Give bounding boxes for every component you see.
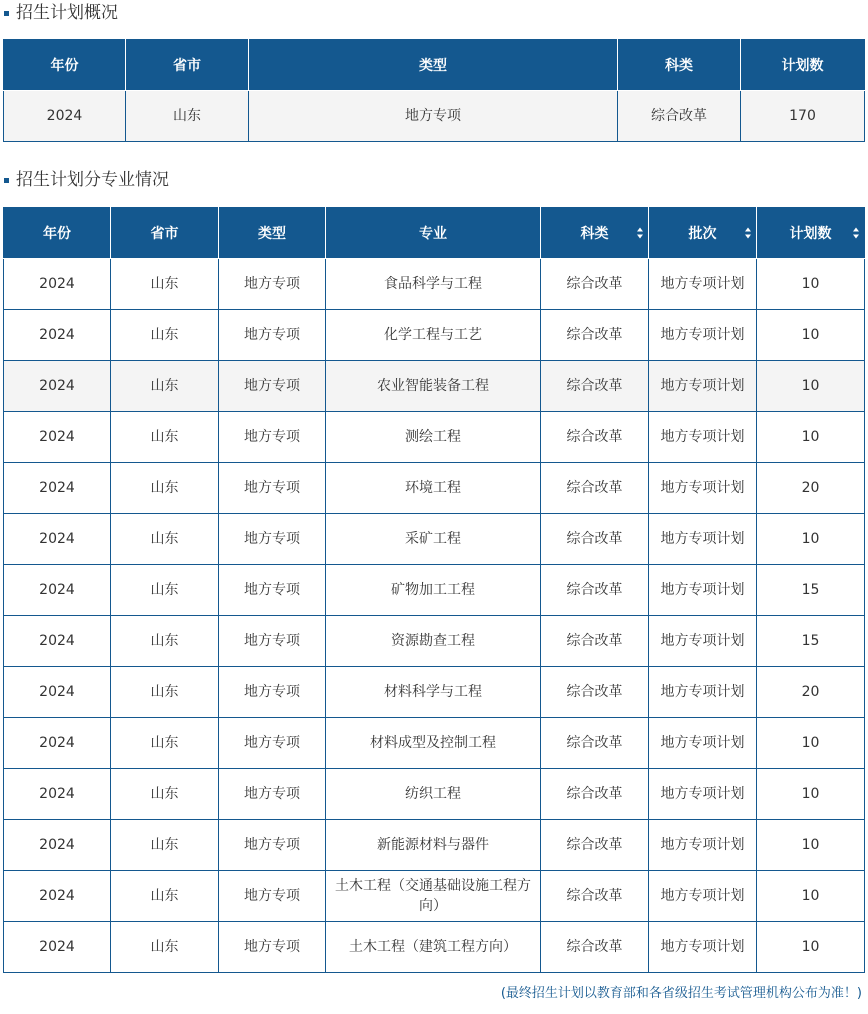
overview-header-row — [4, 40, 865, 91]
cell-type: 地方专项 — [219, 310, 326, 361]
cell-year: 2024 — [4, 820, 111, 871]
cell-province: 山东 — [111, 565, 219, 616]
cell-year: 2024 — [4, 871, 111, 922]
cell-province: 山东 — [111, 361, 219, 412]
cell-type: 地方专项 — [219, 463, 326, 514]
col-header-year: 年份 — [4, 208, 111, 259]
col-header-province: 省市 — [111, 208, 219, 259]
cell-province: 山东 — [111, 718, 219, 769]
cell-plan-count: 10 — [757, 412, 865, 463]
table-row — [4, 412, 865, 463]
overview-table — [3, 39, 865, 142]
cell-batch: 地方专项计划 — [649, 769, 757, 820]
cell-plan-count: 170 — [741, 91, 865, 142]
cell-province: 山东 — [111, 463, 219, 514]
cell-year: 2024 — [4, 91, 126, 142]
cell-plan-count: 15 — [757, 565, 865, 616]
col-header-major: 专业 — [326, 208, 541, 259]
cell-batch: 地方专项计划 — [649, 412, 757, 463]
cell-category: 综合改革 — [541, 565, 649, 616]
col-header-plan-count-sortable[interactable]: 计划数 — [757, 208, 865, 259]
cell-type: 地方专项 — [219, 616, 326, 667]
cell-plan-count: 10 — [757, 922, 865, 973]
cell-plan-count: 20 — [757, 463, 865, 514]
majors-table-body — [4, 259, 865, 973]
cell-category: 综合改革 — [618, 91, 741, 142]
cell-category: 综合改革 — [541, 361, 649, 412]
cell-province: 山东 — [111, 259, 219, 310]
cell-type: 地方专项 — [219, 361, 326, 412]
cell-plan-count: 10 — [757, 514, 865, 565]
cell-major: 土木工程（建筑工程方向） — [326, 922, 541, 973]
cell-year: 2024 — [4, 922, 111, 973]
sort-arrows-icon[interactable] — [745, 228, 751, 239]
cell-category: 综合改革 — [541, 922, 649, 973]
cell-province: 山东 — [126, 91, 249, 142]
cell-category: 综合改革 — [541, 514, 649, 565]
majors-title: 招生计划分专业情况 — [16, 170, 169, 190]
cell-category: 综合改革 — [541, 310, 649, 361]
cell-year: 2024 — [4, 667, 111, 718]
cell-plan-count: 20 — [757, 667, 865, 718]
table-row — [4, 718, 865, 769]
cell-category: 综合改革 — [541, 412, 649, 463]
cell-major: 矿物加工工程 — [326, 565, 541, 616]
cell-category: 综合改革 — [541, 616, 649, 667]
cell-category: 综合改革 — [541, 259, 649, 310]
cell-province: 山东 — [111, 769, 219, 820]
cell-category: 综合改革 — [541, 718, 649, 769]
cell-type: 地方专项 — [219, 922, 326, 973]
cell-province: 山东 — [111, 514, 219, 565]
cell-category: 综合改革 — [541, 820, 649, 871]
cell-batch: 地方专项计划 — [649, 616, 757, 667]
cell-batch: 地方专项计划 — [649, 565, 757, 616]
table-row — [4, 871, 865, 922]
cell-year: 2024 — [4, 769, 111, 820]
cell-province: 山东 — [111, 310, 219, 361]
cell-category: 综合改革 — [541, 667, 649, 718]
col-header-batch-sortable[interactable]: 批次 — [649, 208, 757, 259]
cell-year: 2024 — [4, 514, 111, 565]
cell-province: 山东 — [111, 667, 219, 718]
footnote: (最终招生计划以教育部和各省级招生考试管理机构公布为准！) — [500, 986, 862, 1001]
cell-batch: 地方专项计划 — [649, 361, 757, 412]
cell-type: 地方专项 — [249, 91, 618, 142]
cell-year: 2024 — [4, 361, 111, 412]
cell-batch: 地方专项计划 — [649, 463, 757, 514]
cell-batch: 地方专项计划 — [649, 871, 757, 922]
cell-type: 地方专项 — [219, 718, 326, 769]
overview-title: 招生计划概况 — [16, 3, 118, 23]
cell-batch: 地方专项计划 — [649, 922, 757, 973]
table-row — [4, 565, 865, 616]
cell-plan-count: 10 — [757, 871, 865, 922]
cell-type: 地方专项 — [219, 259, 326, 310]
cell-major: 环境工程 — [326, 463, 541, 514]
majors-table — [3, 207, 865, 973]
cell-batch: 地方专项计划 — [649, 667, 757, 718]
square-bullet-icon — [4, 11, 9, 16]
cell-major: 资源勘查工程 — [326, 616, 541, 667]
cell-year: 2024 — [4, 412, 111, 463]
cell-province: 山东 — [111, 412, 219, 463]
cell-plan-count: 10 — [757, 310, 865, 361]
col-header-type: 类型 — [249, 40, 618, 91]
cell-type: 地方专项 — [219, 820, 326, 871]
cell-type: 地方专项 — [219, 565, 326, 616]
cell-category: 综合改革 — [541, 463, 649, 514]
table-row — [4, 310, 865, 361]
cell-major: 农业智能装备工程 — [326, 361, 541, 412]
cell-year: 2024 — [4, 259, 111, 310]
cell-year: 2024 — [4, 310, 111, 361]
cell-year: 2024 — [4, 463, 111, 514]
col-header-province: 省市 — [126, 40, 249, 91]
cell-major: 食品科学与工程 — [326, 259, 541, 310]
sort-arrows-icon[interactable] — [853, 228, 859, 239]
cell-type: 地方专项 — [219, 412, 326, 463]
table-row — [4, 820, 865, 871]
table-row — [4, 667, 865, 718]
cell-year: 2024 — [4, 718, 111, 769]
cell-plan-count: 10 — [757, 820, 865, 871]
cell-province: 山东 — [111, 616, 219, 667]
table-row — [4, 922, 865, 973]
col-header-plan-count: 计划数 — [741, 40, 865, 91]
cell-province: 山东 — [111, 922, 219, 973]
col-header-year: 年份 — [4, 40, 126, 91]
cell-type: 地方专项 — [219, 769, 326, 820]
cell-batch: 地方专项计划 — [649, 514, 757, 565]
table-row — [4, 463, 865, 514]
cell-year: 2024 — [4, 565, 111, 616]
cell-batch: 地方专项计划 — [649, 718, 757, 769]
cell-major: 新能源材料与器件 — [326, 820, 541, 871]
cell-major: 测绘工程 — [326, 412, 541, 463]
cell-major: 土木工程（交通基础设施工程方向） — [326, 871, 541, 922]
cell-major: 化学工程与工艺 — [326, 310, 541, 361]
cell-province: 山东 — [111, 820, 219, 871]
cell-major: 纺织工程 — [326, 769, 541, 820]
cell-batch: 地方专项计划 — [649, 259, 757, 310]
table-row — [4, 361, 865, 412]
cell-plan-count: 10 — [757, 361, 865, 412]
square-bullet-icon — [4, 178, 9, 183]
table-row — [4, 259, 865, 310]
cell-year: 2024 — [4, 616, 111, 667]
cell-batch: 地方专项计划 — [649, 310, 757, 361]
col-header-type: 类型 — [219, 208, 326, 259]
cell-plan-count: 10 — [757, 769, 865, 820]
overview-section-title — [4, 1, 118, 25]
table-row — [4, 91, 865, 142]
cell-major: 材料科学与工程 — [326, 667, 541, 718]
col-header-category: 科类 — [618, 40, 741, 91]
majors-section-title — [4, 168, 169, 192]
cell-major: 材料成型及控制工程 — [326, 718, 541, 769]
table-row — [4, 769, 865, 820]
cell-province: 山东 — [111, 871, 219, 922]
col-header-category-sortable[interactable]: 科类 — [541, 208, 649, 259]
table-row — [4, 616, 865, 667]
cell-category: 综合改革 — [541, 769, 649, 820]
cell-type: 地方专项 — [219, 667, 326, 718]
cell-major: 采矿工程 — [326, 514, 541, 565]
cell-plan-count: 10 — [757, 259, 865, 310]
cell-plan-count: 15 — [757, 616, 865, 667]
table-row — [4, 514, 865, 565]
cell-batch: 地方专项计划 — [649, 820, 757, 871]
cell-type: 地方专项 — [219, 514, 326, 565]
cell-type: 地方专项 — [219, 871, 326, 922]
cell-category: 综合改革 — [541, 871, 649, 922]
cell-plan-count: 10 — [757, 718, 865, 769]
sort-arrows-icon[interactable] — [637, 228, 643, 239]
majors-header-row — [4, 208, 865, 259]
